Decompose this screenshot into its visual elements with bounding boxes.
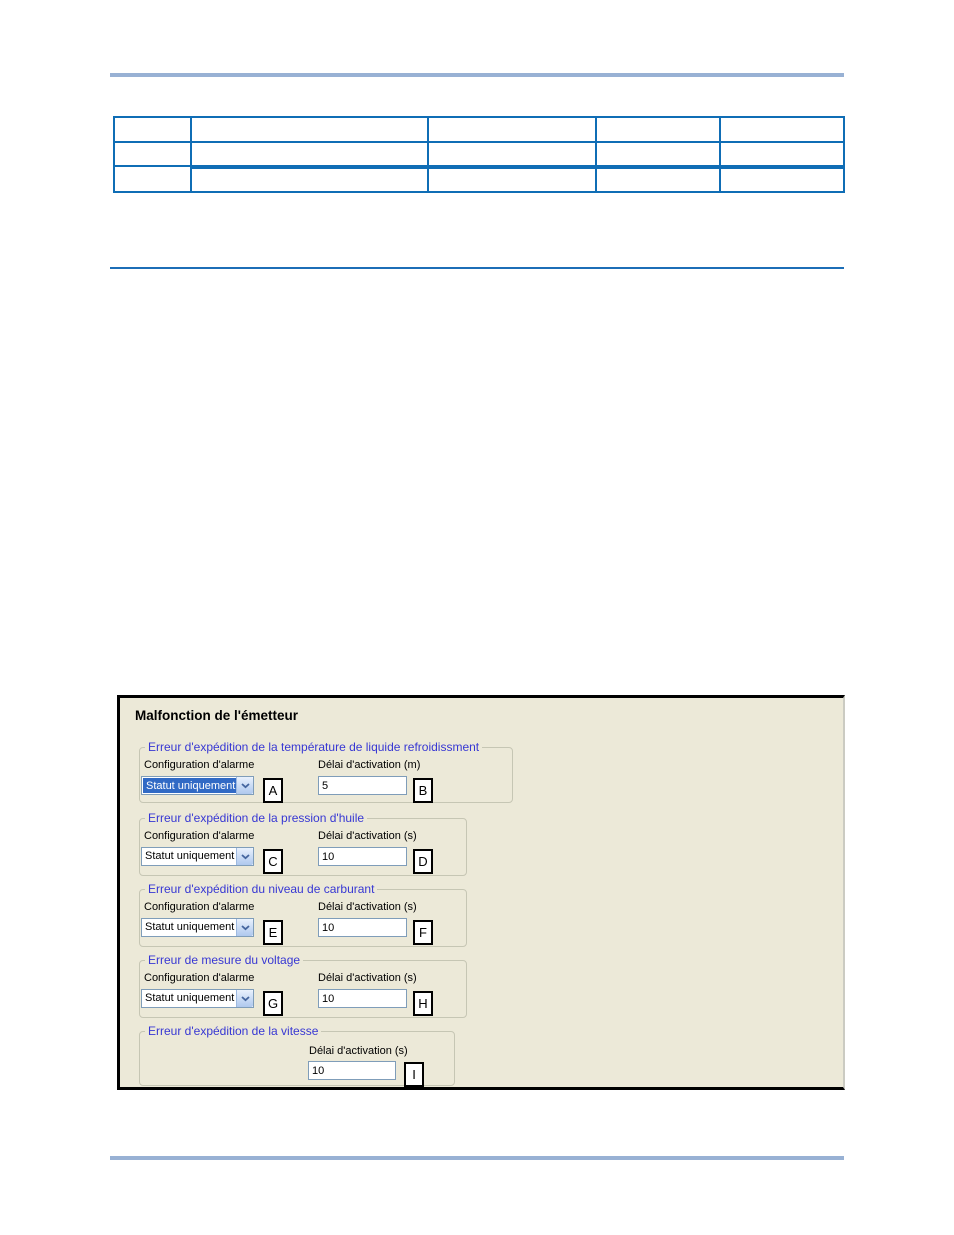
table-cell — [428, 117, 596, 142]
table-row — [114, 142, 844, 166]
callout-g: G — [263, 991, 283, 1016]
alarm-config-selected-value: Statut uniquement — [145, 992, 235, 1004]
group-voltage-measure-error — [139, 953, 467, 1018]
group-title: Erreur d'expédition de la température de liquide refroidissment — [145, 740, 482, 754]
activation-delay-input[interactable] — [308, 1061, 396, 1080]
transmitter-malfunction-dialog — [117, 695, 845, 1090]
alarm-config-label: Configuration d'alarme — [144, 759, 255, 771]
chevron-down-icon[interactable] — [236, 919, 253, 936]
table-cell — [720, 142, 844, 166]
table-cell-merged — [114, 166, 191, 192]
chevron-down-icon[interactable] — [236, 848, 253, 865]
group-title: Erreur de mesure du voltage — [145, 953, 303, 967]
table-row — [114, 168, 844, 192]
activation-delay-label: Délai d'activation (s) — [318, 972, 417, 984]
alarm-config-selected-value: Statut uniquement — [145, 850, 235, 862]
document-table — [113, 116, 845, 193]
group-oil-pressure-send-error — [139, 811, 467, 876]
table-cell — [428, 168, 596, 192]
chevron-down-icon[interactable] — [236, 990, 253, 1007]
dialog-title: Malfonction de l'émetteur — [135, 708, 298, 723]
table-cell — [114, 117, 191, 142]
callout-c: C — [263, 849, 283, 874]
table-cell — [596, 142, 720, 166]
table-cell — [191, 117, 428, 142]
group-fuel-level-send-error — [139, 882, 467, 947]
callout-i: I — [404, 1062, 424, 1087]
callout-b: B — [413, 778, 433, 803]
table-cell — [596, 117, 720, 142]
alarm-config-select[interactable] — [141, 847, 254, 866]
alarm-config-select[interactable] — [141, 776, 254, 795]
table-cell — [191, 142, 428, 166]
table-cell — [596, 168, 720, 192]
alarm-config-selected-value: Statut uniquement — [143, 778, 236, 793]
top-divider-rule — [110, 73, 844, 77]
callout-d: D — [413, 849, 433, 874]
alarm-config-select[interactable] — [141, 989, 254, 1008]
bottom-divider-rule — [110, 1156, 844, 1160]
alarm-config-label: Configuration d'alarme — [144, 972, 255, 984]
callout-e: E — [263, 920, 283, 945]
callout-f: F — [413, 920, 433, 945]
table-row — [114, 117, 844, 142]
alarm-config-label: Configuration d'alarme — [144, 830, 255, 842]
activation-delay-input[interactable] — [318, 989, 407, 1008]
table-cell — [114, 142, 191, 166]
alarm-config-selected-value: Statut uniquement — [145, 921, 235, 933]
activation-delay-input[interactable] — [318, 847, 407, 866]
chevron-down-icon[interactable] — [236, 777, 253, 794]
alarm-config-label: Configuration d'alarme — [144, 901, 255, 913]
callout-a: A — [263, 778, 283, 803]
activation-delay-label: Délai d'activation (s) — [309, 1045, 408, 1057]
activation-delay-label: Délai d'activation (s) — [318, 830, 417, 842]
activation-delay-input[interactable] — [318, 918, 407, 937]
group-title: Erreur d'expédition du niveau de carburant — [145, 882, 377, 896]
activation-delay-label: Délai d'activation (m) — [318, 759, 421, 771]
table-cell — [720, 168, 844, 192]
table-cell — [428, 142, 596, 166]
group-coolant-temp-send-error — [139, 740, 513, 803]
callout-h: H — [413, 991, 433, 1016]
group-title: Erreur d'expédition de la vitesse — [145, 1024, 321, 1038]
activation-delay-input[interactable] — [318, 776, 407, 795]
group-title: Erreur d'expédition de la pression d'huile — [145, 811, 367, 825]
alarm-config-select[interactable] — [141, 918, 254, 937]
table-cell — [720, 117, 844, 142]
group-speed-send-error — [139, 1024, 455, 1086]
activation-delay-label: Délai d'activation (s) — [318, 901, 417, 913]
section-divider-rule — [110, 267, 844, 269]
table-cell — [191, 168, 428, 192]
